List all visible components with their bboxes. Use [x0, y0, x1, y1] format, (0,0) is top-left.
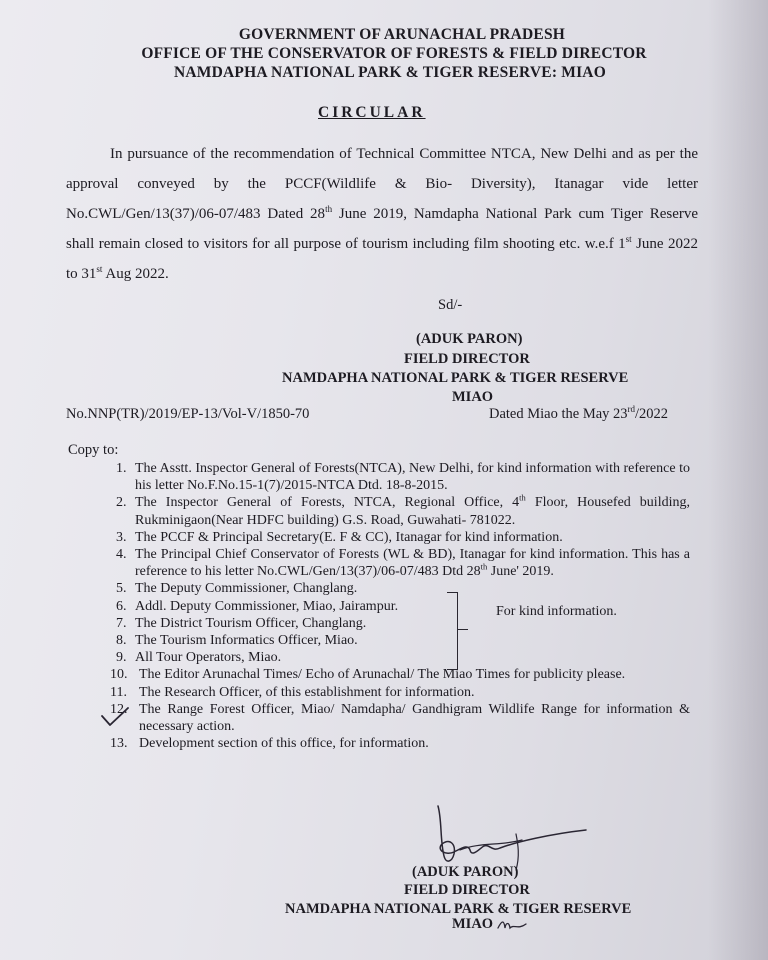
reference-date	[489, 406, 668, 423]
signatory-office: NAMDAPHA NATIONAL PARK & TIGER RESERVE	[285, 901, 632, 917]
list-number: 7.	[116, 615, 127, 631]
page-shadow	[708, 0, 768, 960]
list-item	[116, 460, 690, 494]
list-number: 10.	[110, 667, 128, 683]
tick-mark-icon	[100, 706, 130, 728]
list-item	[110, 666, 690, 683]
list-text: The Range Forest Officer, Miao/ Namdapha/ Gandhigram Wildlife Range for information & necessary action.	[139, 701, 690, 735]
list-number: 5.	[116, 581, 127, 597]
initials-icon	[496, 914, 528, 934]
list-sup: th	[519, 492, 526, 503]
list-text: The Editor Arunachal Times/ Echo of Arunachal/ The Miao Times for publicity please.	[139, 667, 626, 683]
header-park: NAMDAPHA NATIONAL PARK & TIGER RESERVE: MIAO	[174, 64, 606, 81]
list-number: 8.	[116, 633, 127, 649]
list-number: 11.	[110, 684, 127, 700]
list-text: The Principal Chief Conservator of Forests (WL & BD), Itanagar for kind information. This has a reference to his letter No.CWL/Gen/13(37)/06-07/483 Dtd 28	[135, 547, 690, 580]
grouping-brace-tip	[458, 629, 468, 630]
header-office: OFFICE OF THE CONSERVATOR OF FORESTS & FIELD DIRECTOR	[141, 45, 647, 62]
signatory-place: MIAO	[452, 389, 494, 405]
list-text: The Tourism Informatics Officer, Miao.	[135, 633, 358, 649]
list-text: Addl. Deputy Commissioner, Miao, Jairampur.	[135, 598, 399, 614]
body-text-3: June 2022 to 31	[66, 236, 699, 282]
body-text-4: Aug 2022.	[102, 266, 169, 282]
list-item	[116, 546, 690, 580]
body-sup-1: th	[325, 204, 333, 214]
list-text: The Research Officer, of this establishment for information.	[139, 684, 475, 700]
list-item	[116, 632, 690, 649]
signatory-place: MIAO	[452, 916, 494, 932]
list-item	[116, 580, 690, 597]
list-number: 9.	[116, 650, 127, 666]
list-number: 1.	[116, 461, 127, 476]
list-item	[110, 684, 690, 701]
date-year: /2022	[635, 406, 669, 422]
list-item	[110, 735, 690, 752]
list-number: 13.	[110, 736, 128, 752]
list-number: 3.	[116, 529, 127, 545]
list-item	[116, 649, 690, 666]
group-note: For kind information.	[496, 604, 617, 619]
copy-to-label: Copy to:	[68, 442, 119, 458]
body-sup-3: st	[96, 264, 103, 274]
list-text: Floor, Housefed building, Rukminigaon(Near HDFC building) G.S. Road, Guwahati- 781022.	[135, 495, 690, 528]
reference-number: No.NNP(TR)/2019/EP-13/Vol-V/1850-70	[66, 406, 310, 422]
signatory-office: NAMDAPHA NATIONAL PARK & TIGER RESERVE	[282, 370, 629, 386]
body-text-1: In pursuance of the recommendation of Technical Committee NTCA, New Delhi and as per the approval conveyed by the PCCF(Wildlife & Bio- Diversity), Itanagar vide letter No.CWL/Gen/13(37)/06-07/483 Dated 28	[66, 146, 698, 222]
list-item	[116, 529, 690, 546]
grouping-brace	[447, 592, 458, 670]
date-text: Dated Miao the May 23	[489, 406, 628, 422]
body-text-2: June 2019, Namdapha National Park cum Tiger Reserve shall remain closed to visitors for all purpose of tourism including film shooting etc. w.e.f 1	[66, 206, 698, 252]
list-sup: th	[480, 561, 488, 572]
list-text: Development section of this office, for information.	[139, 736, 429, 752]
list-number: 4.	[116, 547, 127, 563]
signatory-name: (ADUK PARON)	[416, 331, 523, 347]
list-text: The Inspector General of Forests, NTCA, Regional Office, 4	[135, 495, 520, 511]
body-sup-2: st	[625, 234, 632, 244]
header-government: GOVERNMENT OF ARUNACHAL PRADESH	[238, 26, 566, 43]
signatory-designation: FIELD DIRECTOR	[404, 351, 530, 367]
list-text: The District Tourism Officer, Changlang.	[135, 615, 367, 631]
list-item	[110, 701, 690, 735]
list-number: 6.	[116, 598, 127, 614]
date-sup: rd	[627, 404, 636, 415]
list-text: June' 2019.	[487, 564, 554, 580]
list-number: 2.	[116, 495, 127, 511]
list-text: The PCCF & Principal Secretary(E. F & CC), Itanagar for kind information.	[135, 529, 563, 545]
list-item	[116, 494, 690, 528]
list-text: The Deputy Commissioner, Changlang.	[135, 581, 358, 597]
list-text: All Tour Operators, Miao.	[135, 650, 282, 666]
signatory-name: (ADUK PARON)	[412, 864, 519, 880]
circular-body	[66, 139, 698, 289]
list-number: 12.	[110, 701, 128, 717]
signed-mark: Sd/-	[438, 297, 463, 313]
document-title: CIRCULAR	[318, 104, 426, 121]
signatory-designation: FIELD DIRECTOR	[404, 882, 530, 898]
list-text: The Asstt. Inspector General of Forests(NTCA), New Delhi, for kind information with reference to his letter No.F.No.15-1(7)/2015-NTCA Dtd. 18-8-2015.	[135, 461, 690, 494]
